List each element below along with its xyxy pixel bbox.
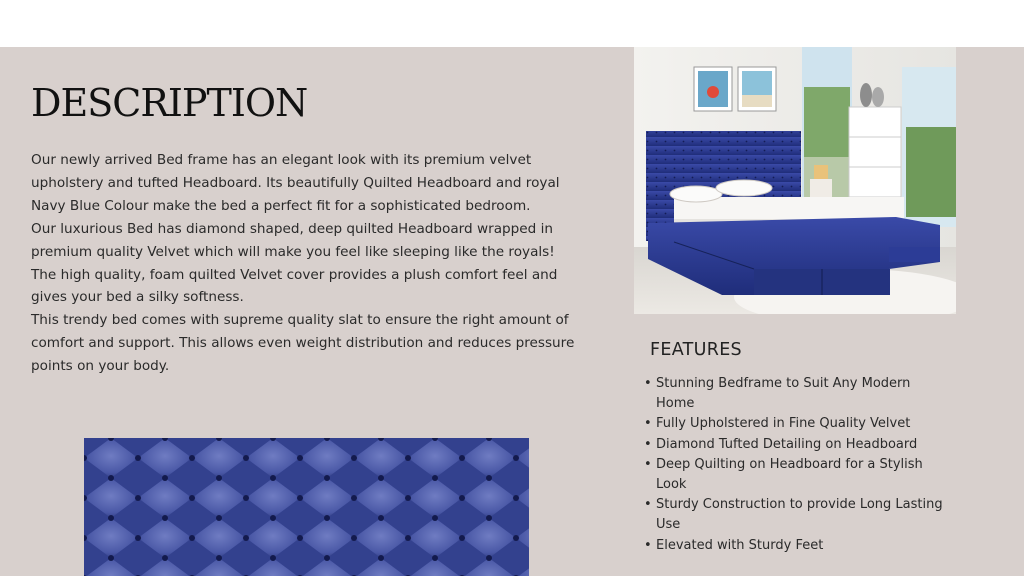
features-heading: FEATURES — [650, 340, 742, 360]
feature-item: • Fully Upholstered in Fine Quality Velvet — [640, 414, 950, 434]
feature-item: • Stunning Bedframe to Suit Any Modern Home — [640, 374, 950, 414]
top-white-band — [0, 0, 1024, 47]
feature-item: • Elevated with Sturdy Feet — [640, 536, 950, 556]
description-text — [31, 149, 591, 378]
feature-item: • Sturdy Construction to provide Long Lasting Use — [640, 495, 950, 535]
description-paragraph: The high quality, foam quilted Velvet cover provides a plush comfort feel and gives your bed a silky softness. — [31, 266, 558, 306]
description-paragraph: Our luxurious Bed has diamond shaped, deep quilted Headboard wrapped in premium quality Velvet which will make you feel like sleeping like the royals! — [31, 220, 555, 260]
feature-item: • Deep Quilting on Headboard for a Stylish Look — [640, 455, 950, 495]
feature-item: • Diamond Tufted Detailing on Headboard — [640, 435, 950, 455]
bed-product-photo — [634, 47, 956, 314]
description-heading: DESCRIPTION — [31, 81, 308, 125]
description-paragraph: Our newly arrived Bed frame has an elegant look with its premium velvet upholstery and tufted Headboard. Its beautifully Quilted Headboard and royal Navy Blue Colour make the bed a perfect fit for a sophisticated bedroom. — [31, 152, 560, 214]
features-list — [640, 374, 950, 556]
description-paragraph: This trendy bed comes with supreme quality slat to ensure the right amount of comfort and support. This allows even weight distribution and reduces pressure points on your body. — [31, 312, 575, 375]
velvet-closeup-photo — [84, 438, 529, 576]
